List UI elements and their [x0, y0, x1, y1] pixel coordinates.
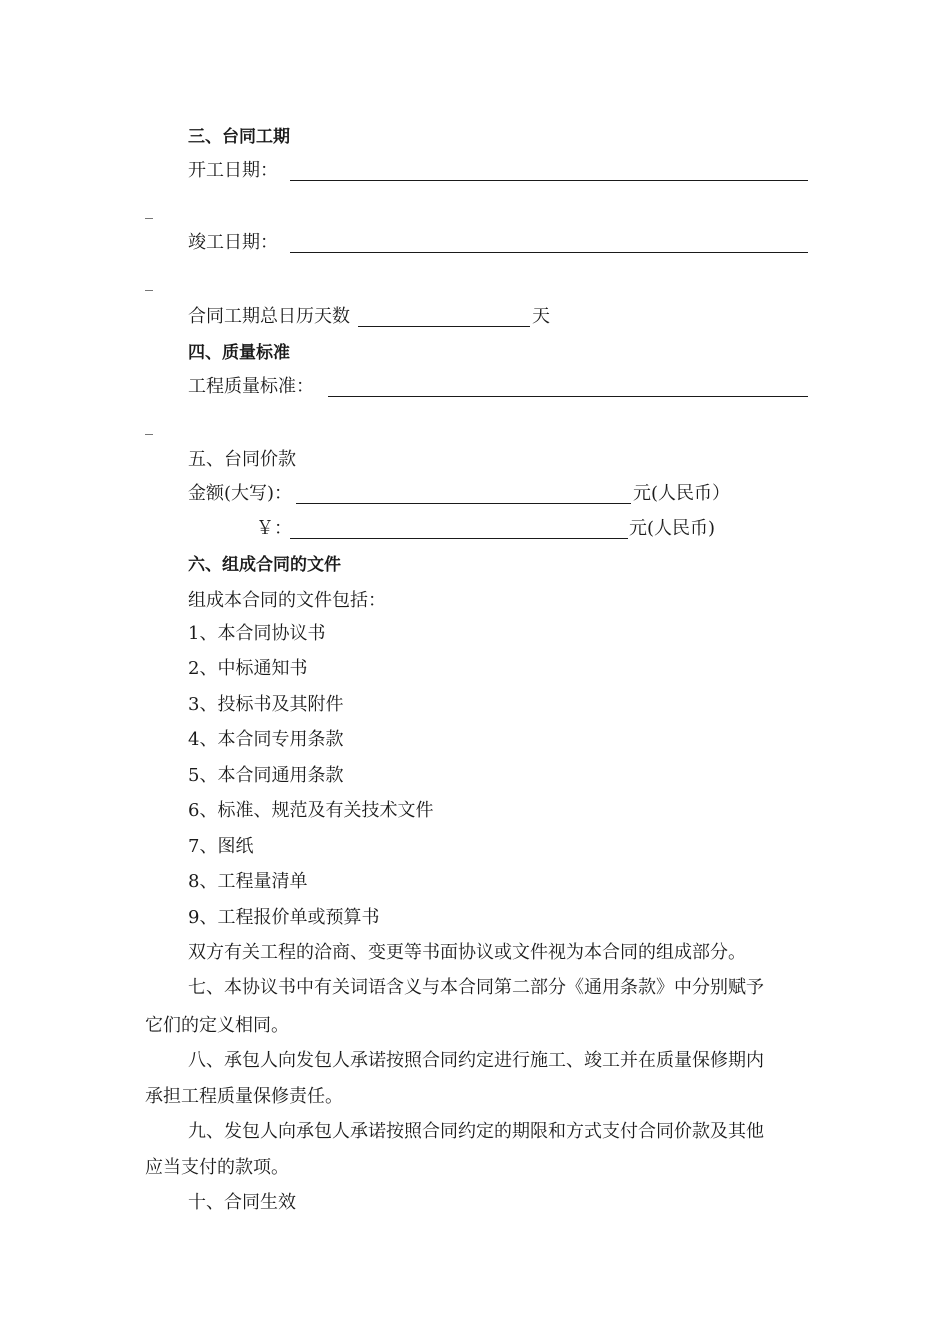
- section-4-heading: 四、质量标准: [188, 343, 290, 363]
- document-list-item: 1、本合同协议书: [188, 623, 326, 644]
- start-date-blank[interactable]: [290, 180, 808, 181]
- end-date-row: [188, 231, 808, 257]
- amount-number-label: ￥：: [256, 518, 292, 539]
- amount-words-label: 金额(大写)：: [188, 483, 293, 504]
- end-date-blank[interactable]: [290, 252, 808, 253]
- document-list-item: 7、图纸: [188, 836, 254, 857]
- amount-words-unit: 元(人民币）: [633, 483, 731, 504]
- amount-number-blank[interactable]: [290, 538, 628, 539]
- document-list-item: 5、本合同通用条款: [188, 765, 344, 786]
- quality-row: [188, 375, 808, 401]
- document-list-item: 6、标准、规范及有关技术文件: [188, 800, 434, 821]
- duration-unit: 天: [532, 306, 550, 327]
- clause-7-line-2: 它们的定义相同。: [145, 1015, 289, 1036]
- document-list-item: 4、本合同专用条款: [188, 729, 344, 750]
- stray-underscore: _: [145, 416, 153, 435]
- documents-closing: 双方有关工程的洽商、变更等书面协议或文件视为本合同的组成部分。: [188, 942, 746, 963]
- stray-underscore: _: [145, 272, 153, 291]
- clause-7-line-1: 七、本协议书中有关词语含义与本合同第二部分《通用条款》中分别赋予: [188, 977, 764, 998]
- quality-blank[interactable]: [328, 396, 808, 397]
- end-date-label: 竣工日期：: [188, 232, 278, 253]
- duration-label: 合同工期总日历天数: [188, 306, 350, 327]
- start-date-row: [188, 159, 808, 185]
- document-list-item: 2、中标通知书: [188, 658, 308, 679]
- clause-8-line-2: 承担工程质量保修责任。: [145, 1086, 343, 1107]
- document-list-item: 3、投标书及其附件: [188, 694, 344, 715]
- section-3-heading: 三、台同工期: [188, 127, 290, 147]
- document-list-item: 8、工程量清单: [188, 871, 308, 892]
- stray-underscore: _: [145, 200, 153, 219]
- clause-8-line-1: 八、承包人向发包人承诺按照合同约定进行施工、竣工并在质量保修期内: [188, 1050, 764, 1071]
- duration-blank[interactable]: [358, 326, 530, 327]
- section-5-heading: 五、台同价款: [188, 449, 296, 470]
- quality-label: 工程质量标准：: [188, 376, 314, 397]
- amount-number-unit: 元(人民币): [629, 518, 716, 539]
- section-10-heading: 十、合同生效: [188, 1192, 296, 1213]
- documents-intro: 组成本合同的文件包括：: [188, 590, 386, 611]
- duration-row: [188, 305, 568, 331]
- clause-9-line-1: 九、发包人向承包人承诺按照合同约定的期限和方式支付合同价款及其他: [188, 1121, 764, 1142]
- clause-9-line-2: 应当支付的款项。: [145, 1157, 289, 1178]
- document-list-item: 9、工程报价单或预算书: [188, 907, 380, 928]
- amount-number-row: [256, 517, 736, 543]
- amount-words-blank[interactable]: [296, 503, 631, 504]
- section-6-heading: 六、组成合同的文件: [188, 555, 341, 575]
- start-date-label: 开工日期：: [188, 160, 278, 181]
- amount-words-row: [188, 482, 748, 508]
